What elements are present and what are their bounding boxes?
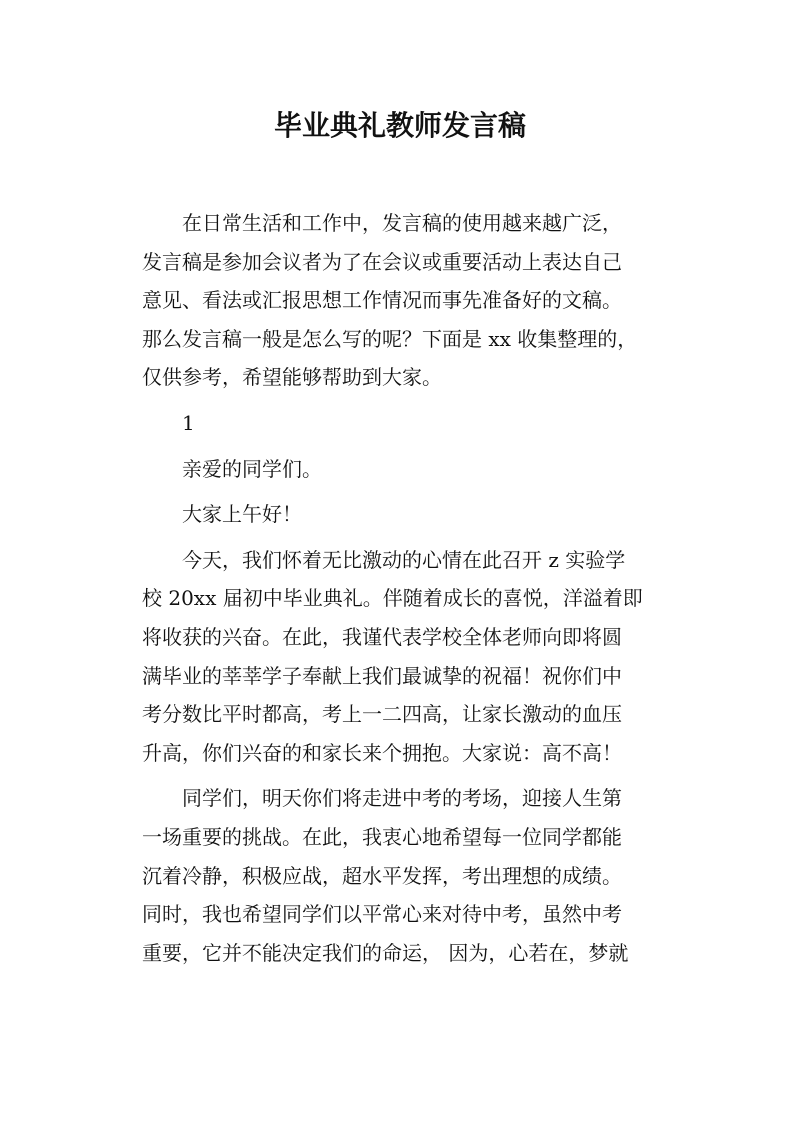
text-line: 校 20xx 届初中毕业典礼。伴随着成长的喜悦，洋溢着即	[142, 586, 643, 611]
section-number: 1	[182, 410, 195, 435]
text-line: 升高，你们兴奋的和家长来个拥抱。大家说：高不高！	[142, 740, 622, 765]
text-line: 满毕业的莘莘学子奉献上我们最诚挚的祝福！祝你们中	[142, 663, 622, 688]
speech-paragraph-1	[142, 541, 672, 773]
text-line: 同时，我也希望同学们以平常心来对待中考，虽然中考	[142, 902, 622, 927]
text-line: 发言稿是参加会议者为了在会议或重要活动上表达自己	[142, 249, 622, 274]
text-line: 今天，我们怀着无比激动的心情在此召开 z 实验学	[182, 547, 626, 572]
salutation-paragraph	[142, 450, 672, 489]
speech-paragraph-2	[142, 779, 672, 972]
text-line: 那么发言稿一般是怎么写的呢？下面是 xx 收集整理的，	[142, 326, 638, 351]
text-line: 意见、看法或汇报思想工作情况而事先准备好的文稿。	[142, 288, 622, 313]
intro-paragraph	[142, 204, 672, 397]
text-line: 将收获的兴奋。在此，我谨代表学校全体老师向即将圆	[142, 624, 622, 649]
greeting: 大家上午好！	[182, 502, 302, 527]
document-body	[142, 204, 672, 972]
document-title: 毕业典礼教师发言稿	[273, 109, 526, 142]
text-line: 同学们，明天你们将走进中考的考场，迎接人生第	[182, 786, 622, 811]
text-line: 仅供参考，希望能够帮助到大家。	[142, 365, 442, 390]
text-line: 重要，它并不能决定我们的命运， 因为，心若在，梦就	[142, 940, 629, 965]
text-line: 在日常生活和工作中，发言稿的使用越来越广泛，	[182, 211, 622, 235]
text-line: 考分数比平时都高，考上一二四高，让家长激动的血压	[142, 702, 622, 727]
section-number-paragraph	[142, 404, 672, 443]
text-line: 沉着冷静，积极应战，超水平发挥，考出理想的成绩。	[142, 863, 622, 888]
greeting-paragraph	[142, 495, 672, 534]
text-line: 一场重要的挑战。在此，我衷心地希望每一位同学都能	[142, 824, 622, 849]
salutation: 亲爱的同学们。	[182, 456, 322, 481]
